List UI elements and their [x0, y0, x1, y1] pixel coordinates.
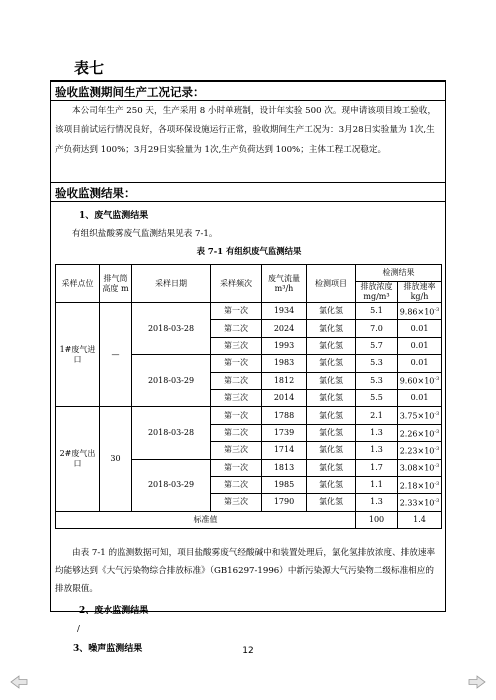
cell-rate — [398, 459, 442, 476]
cell-item: 氯化氢 — [307, 459, 356, 476]
rate-value: 3.75×10 — [399, 411, 435, 421]
cell-item: 氯化氢 — [307, 355, 356, 372]
header-point: 采样点位 — [56, 265, 100, 303]
cell-concentration: 1.7 — [356, 459, 398, 476]
cell-flow: 1993 — [262, 337, 307, 354]
cell-flow: 1812 — [262, 372, 307, 389]
standard-concentration: 100 — [356, 511, 398, 528]
rate-exponent: -3 — [434, 498, 440, 505]
cell-concentration: 1.3 — [356, 442, 398, 459]
cell-concentration: 5.1 — [356, 303, 398, 320]
rate-value: 0.01 — [410, 323, 429, 333]
cell-item: 氯化氢 — [307, 389, 356, 406]
cell-flow: 1714 — [262, 442, 307, 459]
rate-value: 0.01 — [410, 358, 429, 368]
cell-frequency: 第一次 — [211, 355, 262, 372]
rate-exponent: -3 — [434, 376, 440, 383]
cell-height: — — [100, 303, 132, 407]
cell-frequency: 第一次 — [211, 459, 262, 476]
cell-concentration: 1.3 — [356, 424, 398, 441]
cell-rate — [398, 372, 442, 389]
cell-item: 氯化氢 — [307, 442, 356, 459]
arrow-left-icon — [10, 675, 28, 689]
rate-exponent: -3 — [434, 445, 440, 452]
cell-concentration: 5.7 — [356, 337, 398, 354]
cell-frequency: 第二次 — [211, 320, 262, 337]
cell-rate — [398, 389, 442, 406]
rate-value: 9.86×10 — [399, 307, 435, 317]
divider — [51, 182, 445, 183]
cell-flow: 2014 — [262, 389, 307, 406]
rate-value: 9.60×10 — [399, 377, 435, 387]
cell-item: 氯化氢 — [307, 424, 356, 441]
divider — [51, 100, 445, 101]
standard-rate: 1.4 — [398, 511, 442, 528]
subheading-noise: 3、噪声监测结果 — [73, 644, 143, 654]
table-header-row — [56, 265, 442, 282]
cell-concentration: 2.1 — [356, 407, 398, 424]
content-frame — [50, 80, 446, 654]
cell-concentration: 1.3 — [356, 494, 398, 511]
header-frequency: 采样频次 — [211, 265, 262, 303]
standard-row — [56, 511, 442, 528]
cell-flow: 2024 — [262, 320, 307, 337]
cell-flow: 1788 — [262, 407, 307, 424]
exhaust-monitoring-table — [55, 264, 442, 529]
cell-frequency: 第二次 — [211, 476, 262, 493]
rate-value: 2.33×10 — [399, 498, 435, 508]
cell-flow: 1813 — [262, 459, 307, 476]
cell-rate — [398, 407, 442, 424]
cell-concentration: 5.3 — [356, 355, 398, 372]
cell-point: 1#废气进口 — [56, 303, 100, 407]
table-caption: 表 7-1 有组织废气监测结果 — [196, 246, 302, 256]
cell-frequency: 第三次 — [211, 389, 262, 406]
cell-height: 30 — [100, 407, 132, 511]
subheading-wastewater: 2、废水监测结果 — [79, 606, 149, 616]
header-item: 检测项目 — [307, 265, 356, 303]
rate-exponent: -3 — [434, 463, 440, 470]
cell-frequency: 第一次 — [211, 303, 262, 320]
rate-exponent: -3 — [434, 428, 440, 435]
cell-rate — [398, 337, 442, 354]
page-title: 表七 — [74, 59, 105, 77]
cell-rate — [398, 424, 442, 441]
cell-rate — [398, 442, 442, 459]
cell-item: 氯化氢 — [307, 407, 356, 424]
cell-date: 2018-03-28 — [132, 303, 211, 355]
cell-frequency: 第三次 — [211, 442, 262, 459]
cell-item: 氯化氢 — [307, 303, 356, 320]
cell-date: 2018-03-29 — [132, 355, 211, 407]
rate-exponent: -3 — [434, 306, 440, 313]
page-number: 12 — [242, 646, 254, 656]
cell-frequency: 第二次 — [211, 424, 262, 441]
cell-item: 氯化氢 — [307, 372, 356, 389]
header-height: 排气筒高度 m — [100, 265, 132, 303]
cell-item: 氯化氢 — [307, 320, 356, 337]
table-row — [56, 407, 442, 424]
rate-value: 2.18×10 — [399, 481, 435, 491]
table-row — [56, 303, 442, 320]
header-rate: 排放速率 kg/h — [398, 282, 442, 303]
cell-concentration: 7.0 — [356, 320, 398, 337]
cell-flow: 1983 — [262, 355, 307, 372]
rate-exponent: -3 — [434, 480, 440, 487]
cell-frequency: 第一次 — [211, 407, 262, 424]
rate-value: 2.23×10 — [399, 446, 435, 456]
cell-date: 2018-03-28 — [132, 407, 211, 459]
divider — [51, 201, 445, 202]
cell-date: 2018-03-29 — [132, 459, 211, 511]
standard-label: 标准值 — [56, 511, 356, 528]
cell-frequency: 第二次 — [211, 372, 262, 389]
cell-flow: 1739 — [262, 424, 307, 441]
cell-concentration: 5.3 — [356, 372, 398, 389]
rate-value: 3.08×10 — [399, 464, 435, 474]
cell-rate — [398, 476, 442, 493]
header-concentration: 排放浓度 mg/m³ — [356, 282, 398, 303]
cell-concentration: 5.5 — [356, 389, 398, 406]
cell-frequency: 第三次 — [211, 337, 262, 354]
production-paragraph: 本公司年生产 250 天，生产采用 8 小时单班制，设计年实验 500 次。现申请该项目竣工验收，该项目前试运行情况良好，各项环保设施运行正常，验收期间生产工况为：3月28日实验量为 1次,生产负荷达到 100%；3月29日实验量为 1次,生产负荷达到 100%；主体工程工况稳定。 — [55, 106, 437, 155]
cell-flow: 1985 — [262, 476, 307, 493]
next-page-button[interactable] — [468, 674, 486, 688]
cell-concentration: 1.1 — [356, 476, 398, 493]
cell-point: 2#废气出口 — [56, 407, 100, 511]
wastewater-placeholder: / — [77, 624, 80, 634]
cell-rate — [398, 494, 442, 511]
cell-item: 氯化氢 — [307, 337, 356, 354]
rate-value: 0.01 — [410, 340, 429, 350]
cell-rate — [398, 355, 442, 372]
section-heading-results: 验收监测结果： — [55, 186, 136, 200]
divider — [51, 81, 445, 82]
cell-rate — [398, 303, 442, 320]
section-heading-production: 验收监测期间生产工况记录： — [55, 85, 205, 99]
header-result: 检测结果 — [356, 265, 442, 282]
table-intro: 有组织盐酸雾废气监测结果见表 7-1。 — [72, 229, 218, 239]
rate-exponent: -3 — [434, 411, 440, 418]
cell-flow: 1790 — [262, 494, 307, 511]
rate-value: 2.26×10 — [399, 429, 435, 439]
prev-page-button[interactable] — [10, 674, 28, 688]
cell-flow: 1934 — [262, 303, 307, 320]
rate-value: 0.01 — [410, 393, 429, 403]
conclusion-paragraph: 由表 7-1 的监测数据可知，项目盐酸雾废气经酸碱中和装置处理后，氯化氢排放浓度、排放速率均能够达到《大气污染物综合排放标准》（GB16297-1996）中新污染源大气污染物二级标准相应的排放限值。 — [55, 548, 436, 594]
cell-frequency: 第三次 — [211, 494, 262, 511]
subheading-exhaust: 1、废气监测结果 — [79, 211, 149, 221]
header-flow: 废气流量 m³/h — [262, 265, 307, 303]
cell-item: 氯化氢 — [307, 494, 356, 511]
header-date: 采样日期 — [132, 265, 211, 303]
cell-rate — [398, 320, 442, 337]
cell-item: 氯化氢 — [307, 476, 356, 493]
arrow-right-icon — [468, 675, 486, 689]
